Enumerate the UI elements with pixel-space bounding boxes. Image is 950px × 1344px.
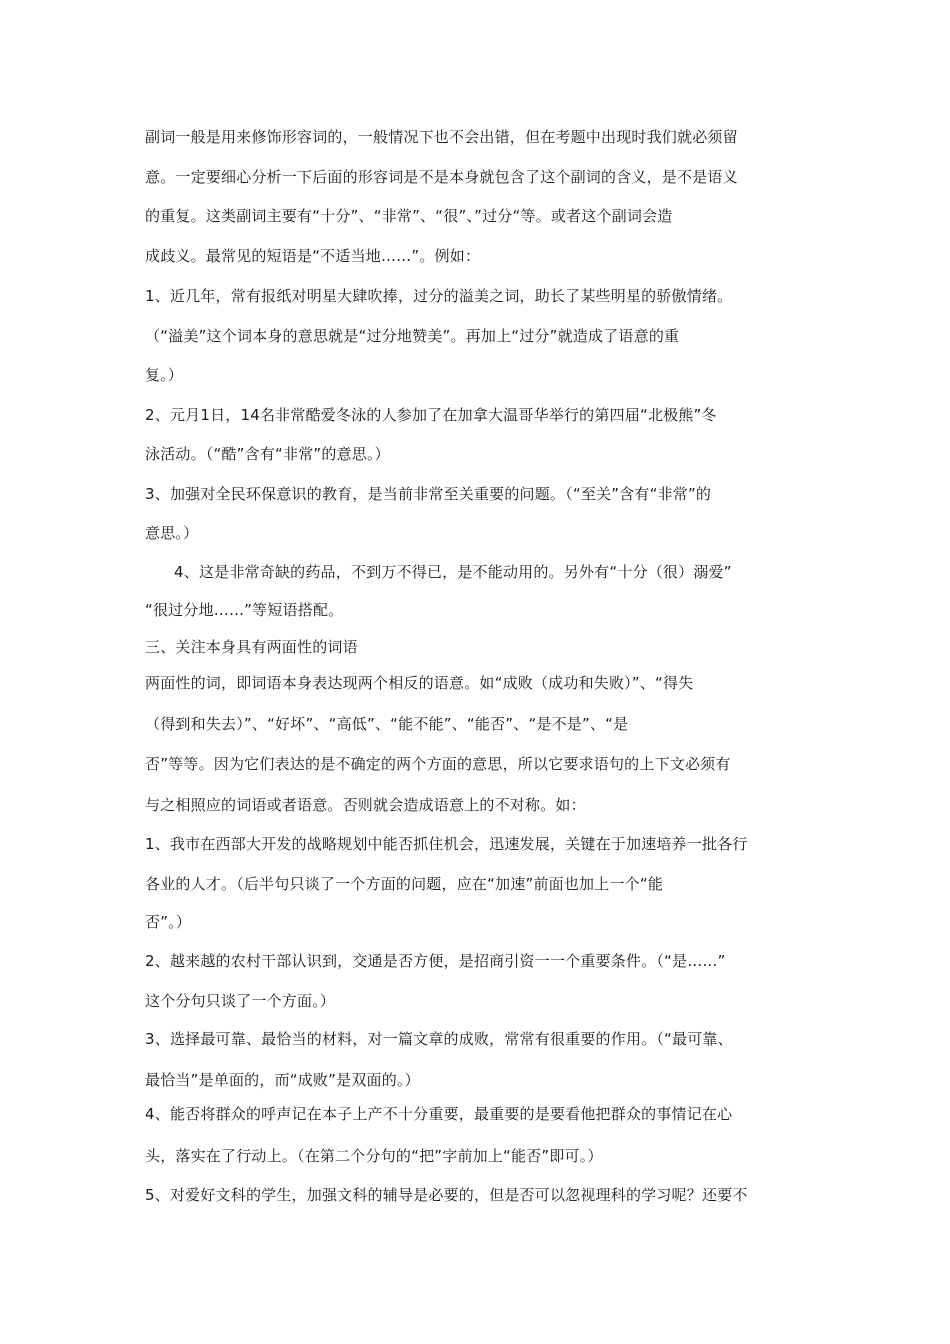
text-line: 1、我市在西部大开发的战略规划中能否抓住机会，迅速发展，关键在于加速培养一批各行 xyxy=(145,835,748,853)
text-line: 2、元月1日，14名非常酷爱冬泳的人参加了在加拿大温哥华举行的第四届“北极熊”冬 xyxy=(145,406,717,424)
text-line: 副词一般是用来修饰形容词的，一般情况下也不会出错，但在考题中出现时我们就必须留 xyxy=(145,128,738,146)
text-line: （得到和失去）”、“好坏”、“高低”、“能不能”、“能否”、“是不是”、“是 xyxy=(145,715,629,733)
text-line: 2、越来越的农村干部认识到，交通是否方便，是招商引资一一个重要条件。（“是……” xyxy=(145,952,726,970)
text-line: 泳活动。（“酷”含有“非常”的意思。） xyxy=(145,445,390,463)
text-line: 最恰当”是单面的，而“成败”是双面的。） xyxy=(145,1071,420,1089)
text-line: 意。一定要细心分析一下后面的形容词是不是本身就包含了这个副词的含义，是不是语义 xyxy=(145,168,738,186)
text-line: 3、加强对全民环保意识的教育，是当前非常至关重要的问题。（“至关”含有“非常”的 xyxy=(145,485,712,503)
text-line: 4、能否将群众的呼声记在本子上产不十分重要，最重要的是要看他把群众的事情记在心 xyxy=(145,1105,733,1123)
text-line: 1、近几年，常有报纸对明星大肆吹捧，过分的溢美之词，助长了某些明星的骄傲情绪。 xyxy=(145,287,733,305)
text-line: 与之相照应的词语或者语意。否则就会造成语意上的不对称。如： xyxy=(145,796,586,814)
text-line: 各业的人才。（后半句只谈了一个方面的问题，应在“加速”前面也加上一个“能 xyxy=(145,875,664,893)
text-line: 这个分句只谈了一个方面。） xyxy=(145,992,336,1010)
text-line: “很过分地……”等短语搭配。 xyxy=(145,601,344,619)
text-line: 复。） xyxy=(145,366,184,384)
text-line: 的重复。这类副词主要有“十分”、“非常”、“很”、”过分“等。或者这个副词会造 xyxy=(145,207,673,225)
text-line: 3、选择最可靠、最恰当的材料，对一篇文章的成败，常常有很重要的作用。（“最可靠、 xyxy=(145,1030,733,1048)
text-line: 否”。） xyxy=(145,913,192,931)
text-line: 意思。） xyxy=(145,524,199,542)
text-line: 成歧义。最常见的短语是“不适当地……”。例如： xyxy=(145,247,481,265)
section-heading: 三、关注本身具有两面性的词语 xyxy=(145,638,358,656)
text-line: （“溢美”这个词本身的意思就是“过分地赞美”。再加上“过分”就造成了语意的重 xyxy=(145,327,680,345)
text-line: 两面性的词，即词语本身表达现两个相反的语意。如“成败（成功和失败）”、“得失 xyxy=(145,674,694,692)
text-line: 头，落实在了行动上。（在第二个分句的“把”字前加上“能否”即可。） xyxy=(145,1147,603,1165)
text-line: 4、这是非常奇缺的药品，不到万不得已，是不能动用的。另外有“十分（很）溺爱” xyxy=(174,563,732,581)
text-line: 否”等等。因为它们表达的是不确定的两个方面的意思，所以它要求语句的上下文必须有 xyxy=(145,755,731,773)
text-line: 5、对爱好文科的学生，加强文科的辅导是必要的，但是否可以忽视理科的学习呢？还要不 xyxy=(145,1186,748,1204)
